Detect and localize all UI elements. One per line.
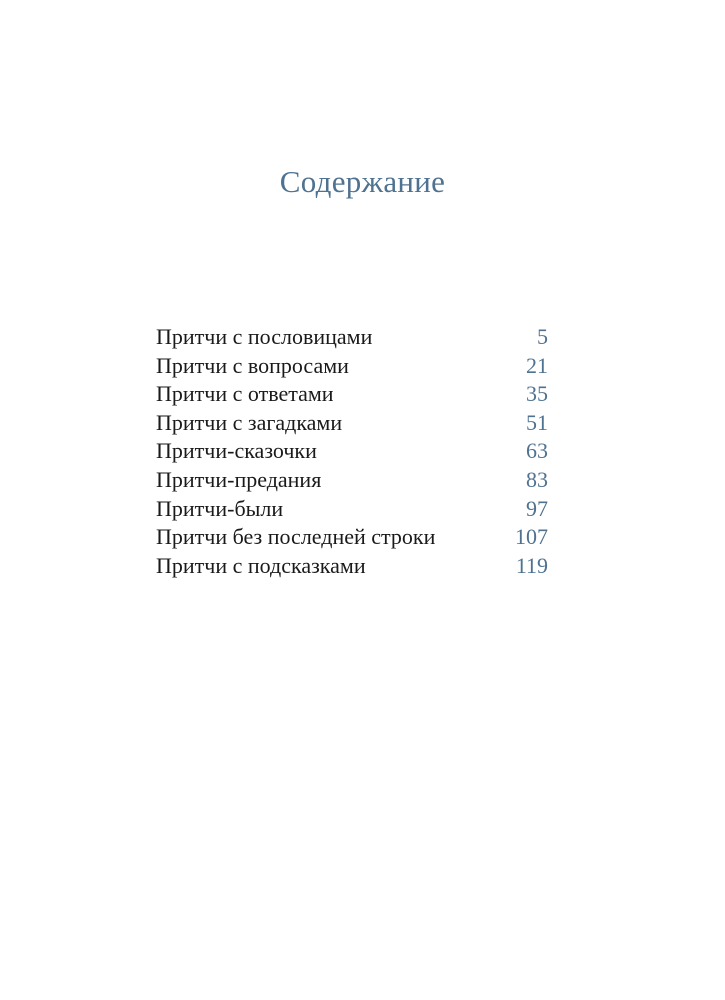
toc-entry-page: 63 bbox=[526, 438, 548, 464]
toc-entry-page: 35 bbox=[526, 381, 548, 407]
toc-entry-3[interactable] bbox=[156, 380, 548, 409]
toc-entry-title: Притчи-предания bbox=[156, 466, 322, 492]
page-title: Содержание bbox=[279, 164, 446, 199]
toc-entry-page: 5 bbox=[537, 324, 548, 349]
toc-entry-4[interactable] bbox=[156, 409, 548, 438]
toc-entry-title: Притчи без последней строки bbox=[156, 524, 436, 550]
toc-entry-title: Притчи с подсказками bbox=[156, 552, 366, 578]
toc-entry-9[interactable] bbox=[156, 552, 548, 581]
toc-entry-5[interactable] bbox=[156, 437, 548, 466]
toc-entry-title: Притчи с ответами bbox=[156, 381, 334, 407]
toc-entry-7[interactable] bbox=[156, 495, 548, 524]
toc-entry-page: 97 bbox=[526, 495, 548, 521]
toc-entry-page: 107 bbox=[515, 524, 548, 550]
toc-entry-page: 119 bbox=[515, 552, 548, 578]
toc-entry-page: 21 bbox=[526, 352, 548, 378]
toc-entry-page: 83 bbox=[526, 466, 548, 492]
toc-entry-title: Притчи с загадками bbox=[156, 409, 343, 435]
toc-entry-page: 51 bbox=[526, 409, 548, 435]
toc-entry-2[interactable] bbox=[156, 352, 548, 381]
toc-entry-8[interactable] bbox=[156, 523, 548, 552]
toc-entry-title: Притчи с пословицами bbox=[156, 324, 373, 349]
toc-entry-title: Притчи с вопросами bbox=[156, 352, 349, 378]
table-of-contents bbox=[156, 323, 548, 580]
toc-entry-title: Притчи-были bbox=[156, 495, 284, 521]
toc-entry-1[interactable] bbox=[156, 323, 548, 352]
toc-entry-title: Притчи-сказочки bbox=[156, 438, 317, 464]
toc-entry-6[interactable] bbox=[156, 466, 548, 495]
